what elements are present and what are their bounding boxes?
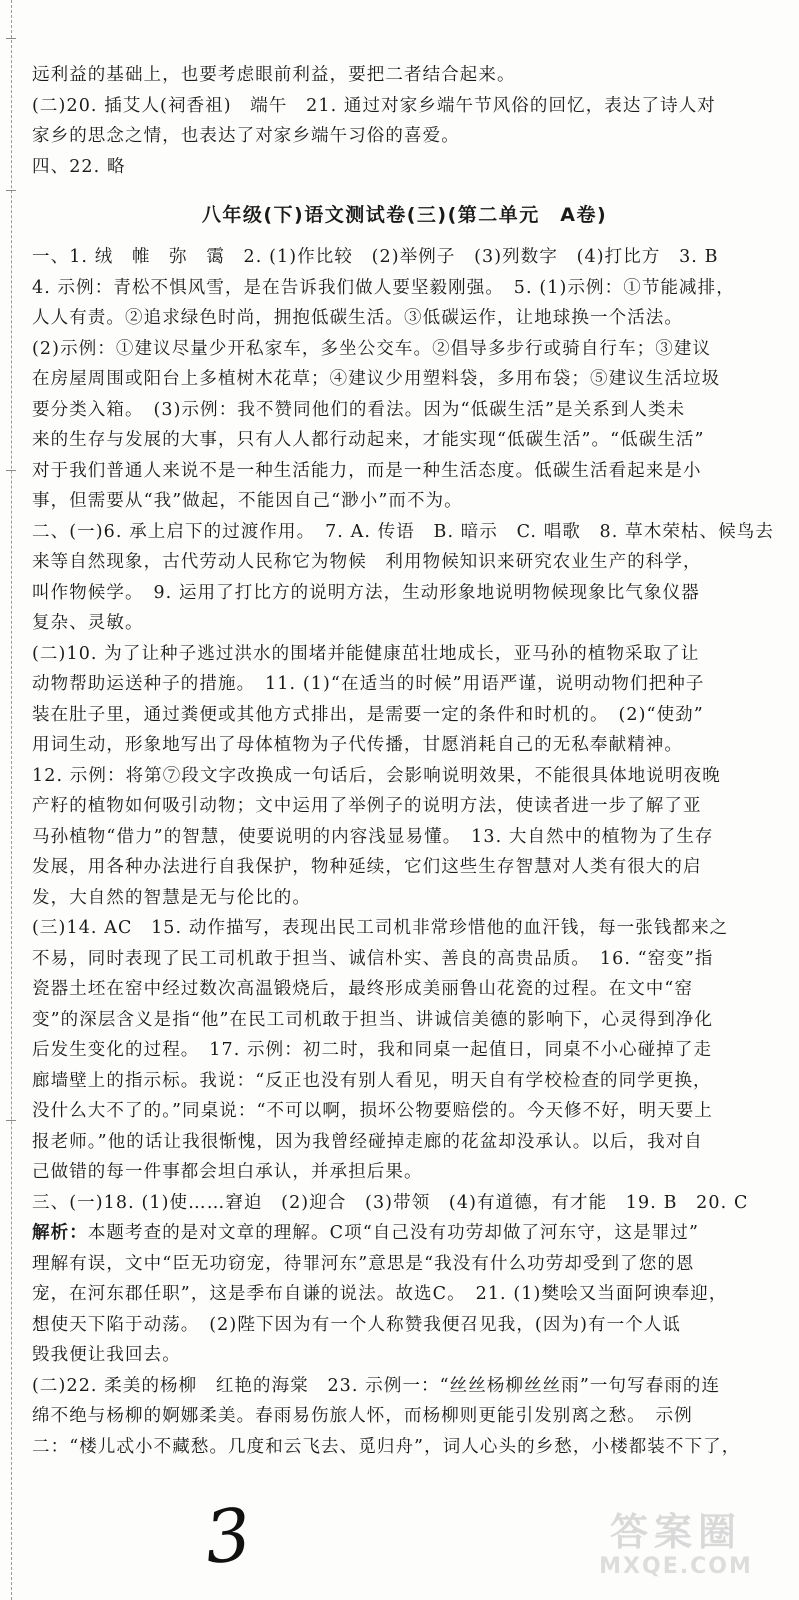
answer-content: [32, 60, 777, 1462]
text-line: 一、1. 绒 帷 弥 霭 2. (1)作比较 (2)举例子 (3)列数字 (4)打比方 3. B: [32, 247, 719, 267]
analysis-text: 本题考查的是对文章的理解。C项“自己没有功劳却做了河东守，这是罪过”: [87, 1223, 699, 1243]
binding-mark: [6, 1120, 16, 1121]
text-line: (二)20. 插艾人(祠香祖) 端午 21. 通过对家乡端午节风俗的回忆，表达了诗人对: [32, 95, 716, 116]
text-line: 廊墙壁上的指示标。我说：“反正也没有别人看见，明天自有学校检查的同学更换，: [32, 1070, 712, 1091]
text-line: 四、22. 略: [32, 156, 126, 177]
text-line: 家乡的思念之情，也表达了对家乡端午习俗的喜爱。: [32, 126, 460, 146]
text-line: 绵不绝与杨柳的婀娜柔美。春雨易伤旅人怀，而杨柳则更能引发别离之愁。 示例: [32, 1406, 693, 1426]
binding-dashed-line: [11, 0, 12, 1600]
text-line: 马孙植物“借力”的智慧，使要说明的内容浅显易懂。 13. 大自然中的植物为了生存: [32, 826, 714, 847]
text-line: 来的生存与发展的大事，只有人人都行动起来，才能实现“低碳生活”。“低碳生活”: [32, 430, 705, 450]
text-line: 12. 示例：将第⑦段文字改换成一句话后，会影响说明效果，不能很具体地说明夜晚: [32, 765, 721, 786]
text-line: 在房屋周围或阳台上多植树木花草；④建议少用塑料袋，多用布袋；⑤建议生活垃圾: [32, 369, 721, 389]
text-line: 叫作物候学。 9. 运用了打比方的说明方法，生动形象地说明物候现象比气象仪器: [32, 582, 700, 603]
text-line: 远利益的基础上，也要考虑眼前利益，要把二者结合起来。: [32, 65, 516, 85]
text-line: 后发生变化的过程。 17. 示例：初二时，我和同桌一起值日，同桌不小心碰掉了走: [32, 1040, 713, 1060]
text-line: 想使天下陷于动荡。 (2)陛下因为有一个人称赞我便召见我，(因为)有一个人诋: [32, 1314, 681, 1335]
text-line: 产籽的植物如何吸引动物；文中运用了举例子的说明方法，使读者进一步了解了亚: [32, 796, 702, 816]
text-line: 对于我们普通人来说不是一种生活能力，而是一种生活态度。低碳生活看起来是小: [32, 460, 702, 481]
text-line: (二)22. 柔美的杨柳 红艳的海棠 23. 示例一：“丝丝杨柳丝丝雨”一句写春雨的连: [32, 1375, 721, 1396]
watermark-url: MXQE.COM: [599, 1554, 753, 1579]
handwritten-page-number: 3: [200, 1491, 256, 1581]
binding-mark: [6, 38, 16, 39]
text-line: 己做错的每一件事都会坦白承认，并承担后果。: [32, 1162, 423, 1182]
text-line: 瓷器土坯在窑中经过数次高温锻烧后，最终形成美丽鲁山花瓷的过程。在文中“窑: [32, 979, 694, 999]
analysis-label: 解析：: [32, 1223, 88, 1243]
text-line: 人人有责。②追求绿色时尚，拥抱低碳生活。③低碳运作，让地球换一个活法。: [32, 308, 683, 328]
text-line: 报老师。”他的话让我很惭愧，因为我曾经碰掉走廊的花盆却没承认。以后，我对自: [32, 1131, 703, 1152]
text-line: (三)14. AC 15. 动作描写，表现出民工司机非常珍惜他的血汗钱，每一张钱都来之: [32, 918, 729, 938]
text-line: 动物帮助运送种子的措施。 11. (1)“在适当的时候”用语严谨，说明动物们把种子: [32, 674, 705, 694]
text-line: 不易，同时表现了民工司机敢于担当、诚信朴实、善良的高贵品质。 16. “窑变”指: [32, 948, 714, 969]
binding-mark: [6, 190, 16, 191]
text-line: 用词生动，形象地写出了母体植物为子代传播，甘愿消耗自己的无私奉献精神。: [32, 735, 683, 755]
text-line: 没什么大不了的。”同桌说：“不可以啊，损坏公物要赔偿的。今天修不好，明天要上: [32, 1101, 713, 1121]
text-line: (2)示例：①建议尽量少开私家车，多坐公交车。②倡导多步行或骑自行车；③建议: [32, 338, 712, 359]
binding-mark: [6, 470, 16, 471]
text-line: 复杂、灵敏。: [32, 613, 144, 633]
text-line: 宠，在河东郡任职”，这是季布自谦的说法。故选C。 21. (1)樊哙又当面阿谀奉迎，: [32, 1284, 728, 1304]
text-line: 三、(一)18. (1)使……窘迫 (2)迎合 (3)带领 (4)有道德，有才能 19. B 20. C: [32, 1192, 749, 1213]
text-line: 来等自然现象，古代劳动人民称它为物候 利用物候知识来研究农业生产的科学，: [32, 552, 702, 572]
text-line: 二：“楼儿忒小不藏愁。几度和云飞去、觅归舟”，词人心头的乡愁，小楼都装不下了，: [32, 1436, 741, 1457]
watermark-text: 答案圈: [609, 1510, 742, 1554]
text-line: 要分类入箱。 (3)示例：我不赞同他们的看法。因为“低碳生活”是关系到人类未: [32, 399, 686, 420]
text-line: 发，大自然的智慧是无与伦比的。: [32, 887, 311, 908]
text-line: 4. 示例：青松不惧风雪，是在告诉我们做人要坚毅刚强。 5. (1)示例：①节能减排，: [32, 277, 735, 298]
text-line: (二)10. 为了让种子逃过洪水的围堵并能健康茁壮地成长，亚马孙的植物采取了让: [32, 643, 700, 664]
section-title: 八年级(下)语文测试卷(三)(第二单元 A卷): [201, 204, 608, 226]
text-line: 发展，用各种办法进行自我保护，物种延续，它们这些生存智慧对人类有很大的启: [32, 857, 702, 877]
text-line: 装在肚子里，通过粪便或其他方式排出，是需要一定的条件和时机的。 (2)“使劲”: [32, 704, 704, 725]
text-line: 毁我便让我回去。: [32, 1345, 181, 1365]
text-line: [32, 1218, 777, 1249]
text-line: 二、(一)6. 承上启下的过渡作用。 7. A. 传语 B. 暗示 C. 唱歌 8. 草木荣枯、候鸟去: [32, 521, 774, 542]
text-line: 理解有误，文中“臣无功窃宠，待罪河东”意思是“我没有什么功劳却受到了您的恩: [32, 1253, 695, 1274]
text-line: 事，但需要从“我”做起，不能因自己“渺小”而不为。: [32, 491, 463, 511]
watermark-logo: [571, 1510, 781, 1590]
text-line: 变”的深层含义是指“他”在民工司机敢于担当、讲诚信美德的影响下，心灵得到净化: [32, 1009, 714, 1030]
